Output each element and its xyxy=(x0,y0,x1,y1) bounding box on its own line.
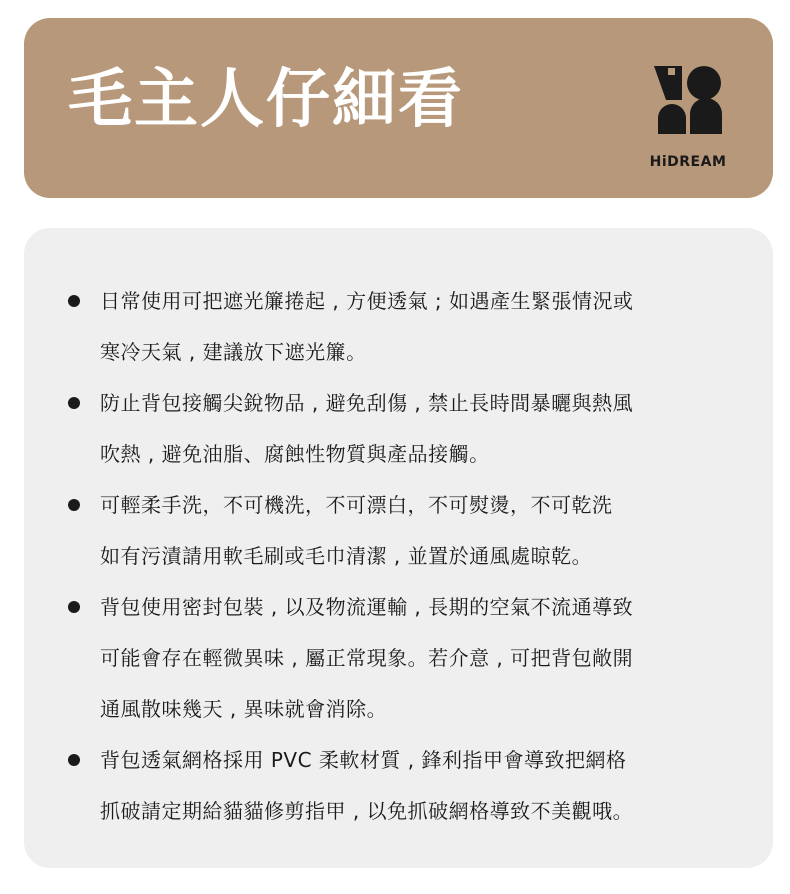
item-line: 吹熱 , 避免油脂、腐蝕性物質與產品接觸。 xyxy=(100,442,490,466)
list-item xyxy=(24,480,760,582)
list-item xyxy=(24,276,760,378)
bullet-dot-icon xyxy=(68,754,80,766)
item-line: 日常使用可把遮光簾捲起 , 方便透氣 ; 如遇產生緊張情況或 xyxy=(100,289,634,313)
list-item xyxy=(24,582,760,735)
logo-wordmark: HiDREAM xyxy=(649,154,727,170)
bullet-dot-icon xyxy=(68,601,80,613)
page-title: 毛主人仔細看 xyxy=(68,63,464,137)
brand-logo xyxy=(638,66,738,176)
instruction-list xyxy=(24,276,760,837)
item-line: 可輕柔手洗，不可機洗，不可漂白，不可熨燙，不可乾洗 xyxy=(100,493,613,517)
item-line: 如有污漬請用軟毛刷或毛巾清潔 , 並置於通風處晾乾。 xyxy=(100,544,593,568)
item-line: 背包使用密封包裝 , 以及物流運輸 , 長期的空氣不流通導致 xyxy=(100,595,634,619)
item-line: 通風散味幾天 , 異味就會消除。 xyxy=(100,697,388,721)
list-item xyxy=(24,378,760,480)
bullet-dot-icon xyxy=(68,295,80,307)
item-line: 抓破請定期給貓貓修剪指甲 , 以免抓破網格導致不美觀哦。 xyxy=(100,799,634,823)
item-line: 背包透氣網格採用 PVC 柔軟材質 , 鋒利指甲會導致把網格 xyxy=(100,748,627,772)
bullet-dot-icon xyxy=(68,397,80,409)
item-line: 防止背包接觸尖銳物品 , 避免刮傷 , 禁止長時間暴曬與熱風 xyxy=(100,391,634,415)
care-instructions-card xyxy=(24,228,773,868)
hidream-logo-mark-icon xyxy=(654,66,722,134)
bullet-dot-icon xyxy=(68,499,80,511)
item-line: 寒冷天氣 , 建議放下遮光簾。 xyxy=(100,340,367,364)
header-banner xyxy=(24,18,773,198)
list-item xyxy=(24,735,760,837)
item-line: 可能會存在輕微異味 , 屬正常現象。若介意 , 可把背包敞開 xyxy=(100,646,634,670)
